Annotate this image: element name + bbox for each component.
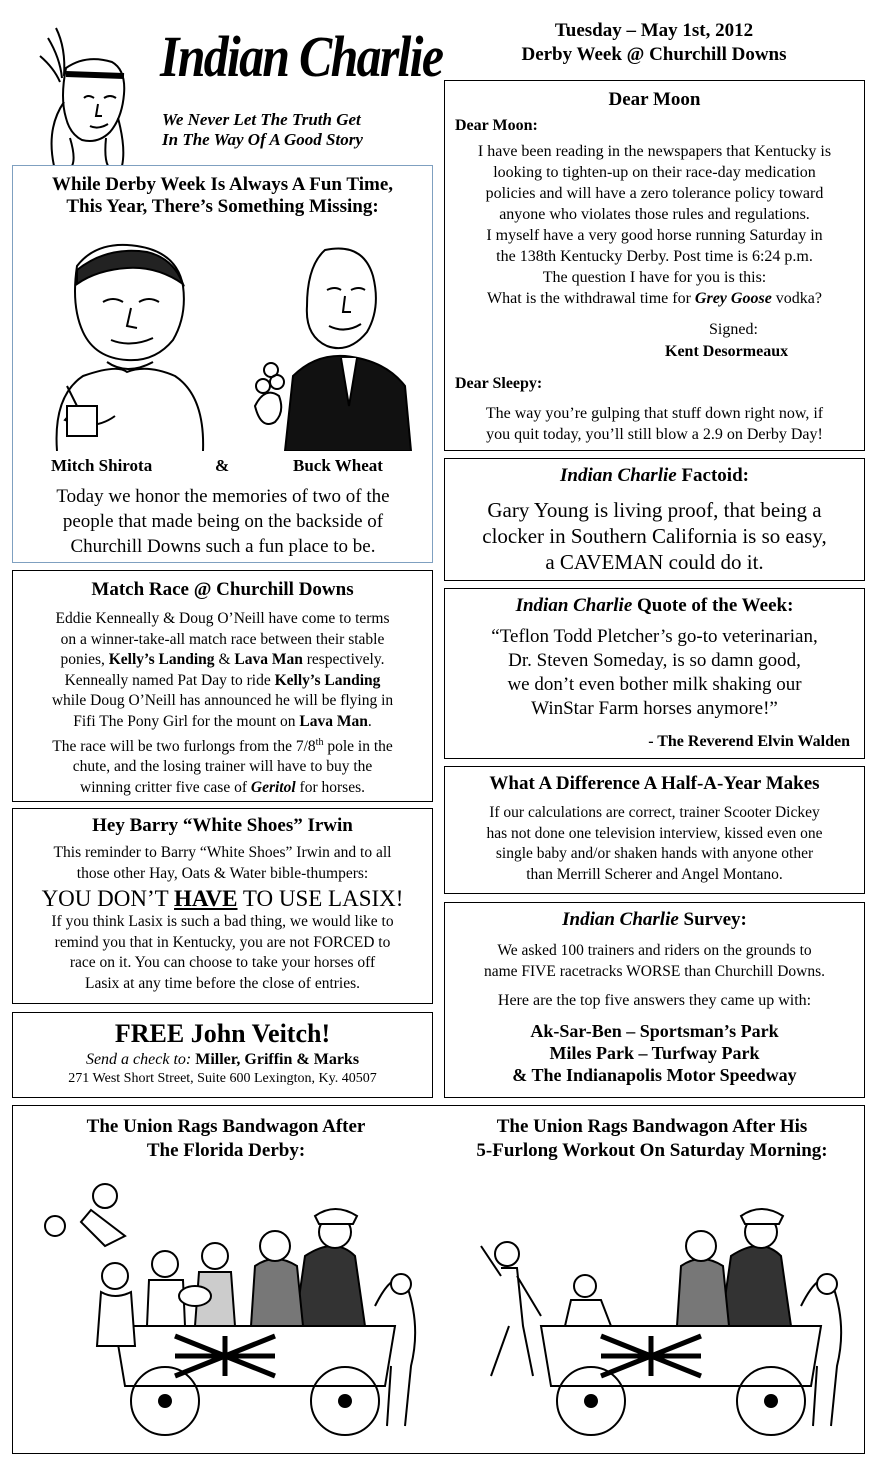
match-race-text [13,609,432,799]
letter-line: the 138th Kentucky Derby. Post time is 6:24 p.m. [496,248,813,265]
letter-line: looking to tighten-up on their race-day medication [493,164,816,181]
letter-line: anyone who violates those rules and regulations. [499,206,810,223]
match-text: winning critter five case of [80,778,251,796]
bandwagon-box [12,1105,865,1454]
issue-event: Derby Week @ Churchill Downs [521,44,787,65]
lasix-emphasis: HAVE [174,886,238,911]
dear-moon-box [444,80,865,451]
ordinal-suffix: th [315,736,324,748]
caricature-ampersand: & [215,456,230,475]
match-race-box [12,570,433,802]
half-year-line: than Merrill Scherer and Angel Montano. [526,865,783,883]
horse-name: Lava Man [234,651,303,669]
bandwagon-right-caption-1: The Union Rags Bandwagon After His [496,1116,808,1137]
letter-line: The question I have for you is this: [542,269,767,286]
horse-name: Kelly’s Landing [274,671,381,689]
lasix-headline [13,886,432,912]
factoid-line: clocker in Southern California is so easy, [482,524,827,548]
caricature-name-2: Buck Wheat [293,456,383,475]
letter-text: vodka? [771,290,822,307]
lasix-text: YOU DON’T [41,886,175,911]
title-text: Survey: [678,909,747,930]
match-text: Kenneally named Pat Day to ride [64,671,275,689]
bandwagon-right-caption-2: 5-Furlong Workout On Saturday Morning: [476,1140,828,1161]
match-text: . [367,712,372,730]
match-line [13,733,432,758]
letter-line [445,288,864,309]
reply-line: The way you’re gulping that stuff down right now, if [485,405,824,422]
title-text: Quote of the Week: [632,595,794,616]
lasix-text: TO USE LASIX! [237,886,404,911]
half-year-text [445,803,864,885]
tagline-line-1: We Never Let The Truth Get [162,110,361,129]
quote-line: “Teflon Todd Pletcher’s go-to veterinarian, [491,626,818,647]
factoid-line: Gary Young is living proof, that being a [487,498,822,522]
horse-name: Kelly’s Landing [108,651,215,669]
barry-irwin-intro [13,843,432,884]
free-veitch-title: FREE John Veitch! [114,1019,331,1048]
quote-text [445,625,864,721]
match-race-title: Match Race @ Churchill Downs [91,579,354,600]
title-text: Factoid: [676,465,749,486]
match-text: & [214,651,235,669]
survey-answers [445,1020,864,1086]
barry-line: remind you that in Kentucky, you are not FORCED to [54,933,391,951]
quote-line: we don’t even bother milk shaking our [507,674,802,695]
dear-moon-salutation: Dear Moon: [455,117,538,134]
tribute-box [12,165,433,563]
issue-date: Tuesday – May 1st, 2012 [554,20,754,41]
match-line [13,712,432,733]
match-line [13,671,432,692]
barry-irwin-title: Hey Barry “White Shoes” Irwin [92,815,353,836]
empty-bandwagon-cartoon [461,1176,861,1446]
match-text: pole in the [323,737,393,755]
title-italic: Indian Charlie [560,465,677,486]
match-text: ponies, [60,651,109,669]
survey-line: name FIVE racetracks WORSE than Churchill Downs. [483,962,826,980]
half-year-line: If our calculations are correct, trainer Scooter Dickey [489,804,820,821]
bandwagon-left-caption-1: The Union Rags Bandwagon After [86,1116,366,1137]
horse-name: Lava Man [299,712,368,730]
tribute-headline-2: This Year, There’s Something Missing: [66,196,379,217]
factoid-box [444,458,865,581]
free-veitch-box [12,1012,433,1098]
quote-attribution: - The Reverend Elvin Walden [648,733,850,750]
match-text: respectively. [302,651,385,669]
signed-label: Signed: [709,321,758,338]
barry-line: Lasix at any time before the close of entries. [84,974,361,992]
dear-moon-title: Dear Moon [608,89,701,110]
barry-irwin-body [13,912,432,994]
survey-line: We asked 100 trainers and riders on the grounds to [497,942,812,959]
caricature-name-1: Mitch Shirota [51,456,153,475]
indian-logo-illustration [26,18,146,166]
match-line [13,778,432,799]
match-text: for horses. [295,778,365,796]
factoid-title [445,465,864,487]
survey-box [444,902,865,1098]
send-recipient: Miller, Griffin & Marks [195,1051,360,1068]
match-line: chute, and the losing trainer will have to buy the [72,758,373,776]
half-year-box [444,766,865,894]
free-veitch-send [13,1051,432,1069]
letter-text: What is the withdrawal time for [486,290,695,307]
letter-signer: Kent Desormeaux [665,343,789,360]
survey-answer: Ak-Sar-Ben – Sportsman’s Park [530,1021,779,1041]
title-italic: Indian Charlie [515,595,633,616]
barry-line: race on it. You can choose to take your horses off [69,954,376,971]
half-year-line: has not done one television interview, kissed even one [486,824,823,842]
buck-wheat-caricature [245,236,417,451]
match-line [13,650,432,671]
reply-text [445,403,864,445]
barry-irwin-box [12,808,433,1004]
quote-box [444,588,865,759]
survey-title [445,909,864,931]
factoid-text [445,497,864,575]
product-name: Geritol [250,778,296,796]
quote-line: Dr. Steven Someday, is so damn good, [508,650,801,671]
quote-title [445,595,864,617]
barry-line: If you think Lasix is such a bad thing, we would like to [51,913,394,930]
tribute-headline-1: While Derby Week Is Always A Fun Time, [52,174,393,195]
tribute-text: Today we honor the memories of two of the people that made being on the backside of Churchill Downs such a fun place to be. [56,486,390,557]
tagline-line-2: In The Way Of A Good Story [162,130,363,149]
free-veitch-address: 271 West Short Street, Suite 600 Lexington, Ky. 40507 [68,1071,377,1086]
survey-lead: Here are the top five answers they came up with: [497,992,812,1009]
dear-moon-letter [445,141,864,309]
letter-emphasis: Grey Goose [694,290,772,307]
survey-question [445,941,864,982]
match-text: Fifi The Pony Girl for the mount on [73,712,300,730]
paper-title: Indian Charlie [160,24,443,89]
reply-salutation: Dear Sleepy: [455,375,543,392]
mitch-shirota-caricature [37,236,217,451]
quote-line: WinStar Farm horses anymore!” [531,698,778,719]
survey-answer: & The Indianapolis Motor Speedway [512,1065,797,1085]
barry-line: those other Hay, Oats & Water bible-thumpers: [76,864,369,882]
bandwagon-left-caption-2: The Florida Derby: [146,1140,306,1161]
letter-line: policies and will have a zero tolerance policy toward [485,185,824,202]
half-year-line: single baby and/or shaken hands with anyone other [495,845,814,862]
factoid-line: a CAVEMAN could do it. [545,550,764,574]
match-line: Eddie Kenneally & Doug O’Neill have come to terms [55,610,390,627]
match-line: on a winner-take-all match race between their stable [60,630,385,648]
survey-answer: Miles Park – Turfway Park [549,1043,760,1063]
letter-line: I have been reading in the newspapers that Kentucky is [477,143,832,160]
half-year-title: What A Difference A Half-A-Year Makes [489,773,820,794]
title-italic: Indian Charlie [562,909,679,930]
letter-line: I myself have a very good horse running Saturday in [486,227,823,244]
barry-line: This reminder to Barry “White Shoes” Irwin and to all [53,844,392,861]
send-label: Send a check to: [85,1051,196,1068]
match-line: while Doug O’Neill has announced he will be flying in [51,692,394,710]
reply-line: you quit today, you’ll still blow a 2.9 on Derby Day! [486,426,823,443]
match-text: The race will be two furlongs from the 7/8 [52,737,316,755]
full-bandwagon-cartoon [35,1176,435,1446]
